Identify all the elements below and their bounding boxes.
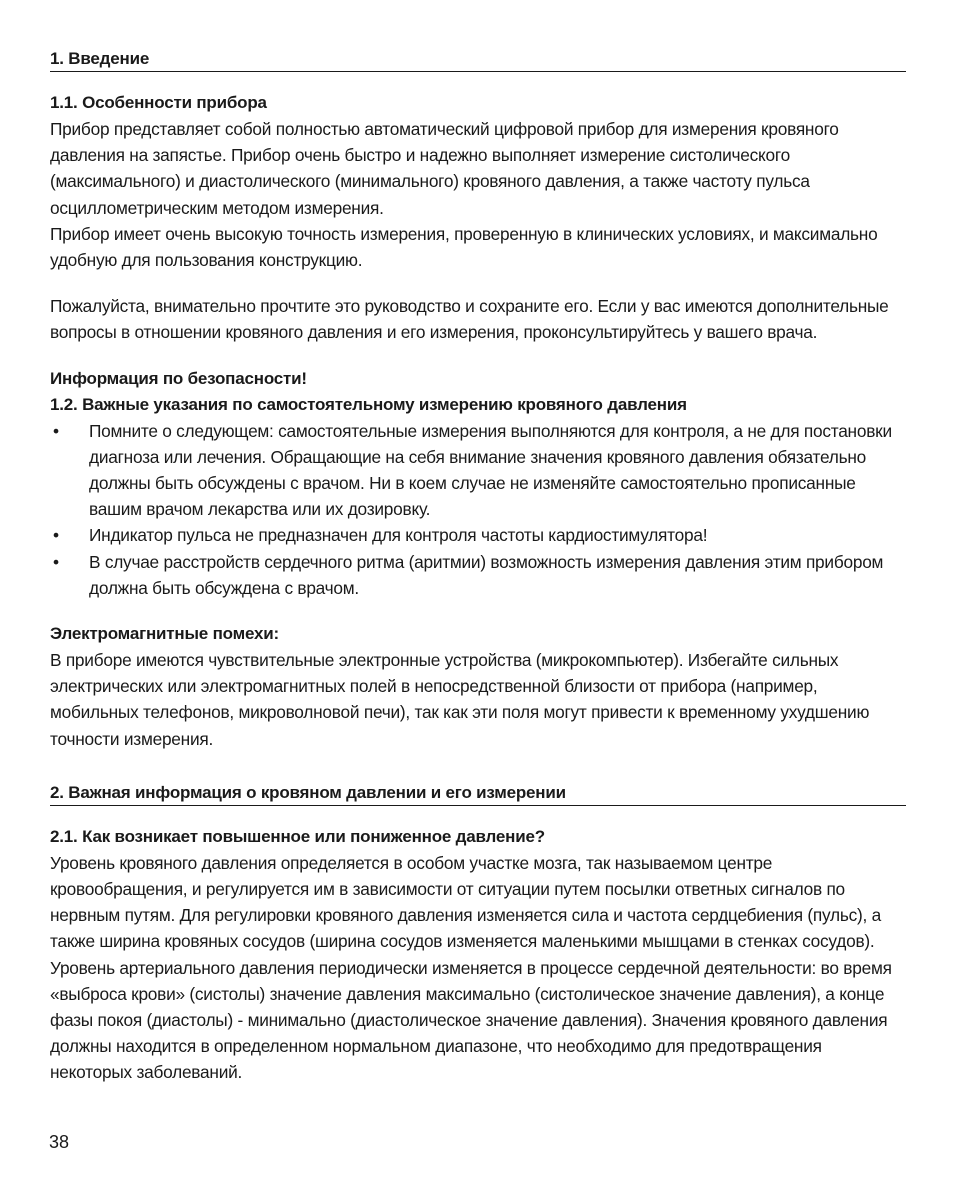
manual-page [50, 48, 906, 1086]
page-number: 38 [49, 1132, 70, 1152]
section-2-heading: 2. Важная информация о кровяном давлении и его измерении [50, 782, 906, 806]
subsection-1-2-heading: 1.2. Важные указания по самостоятельному измерению кровяного давления [50, 394, 687, 414]
list-item [50, 418, 906, 523]
list-item-text: Помните о следующем: самостоятельные измерения выполняются для контроля, а не для постановки диагноза или лечения. Обращающие на себя внимание значения кровяного давления обязательно должны быть обсуждены с врачом. Ни в коем случае не изменяйте самостоятельно прописанные вашим врачом лекарства или их дозировку. [89, 420, 892, 520]
bullet-icon: • [53, 525, 59, 546]
section-1-heading: 1. Введение [50, 48, 906, 72]
paragraph-device-features: Прибор представляет собой полностью автоматический цифровой прибор для измерения кровяного давления на запястье. Прибор очень быстро и надежно выполняет измерение систолического (максимального) и диастолического (минимального) кровяного давления, а также частоту пульса осциллометрическим методом измерения. [50, 119, 839, 218]
safety-bullet-list [50, 418, 906, 601]
list-item-text: В случае расстройств сердечного ритма (аритмии) возможность измерения давления этим прибором должна быть обсуждена с врачом. [89, 551, 884, 598]
safety-info-heading: Информация по безопасности! [50, 368, 307, 388]
paragraph-device-accuracy: Прибор имеет очень высокую точность измерения, проверенную в клинических условиях, и максимально удобную для пользования конструкцию. [50, 223, 878, 271]
subsection-1-1-heading: 1.1. Особенности прибора [50, 93, 267, 112]
list-item [50, 549, 906, 601]
list-item [50, 522, 906, 548]
emi-heading: Электромагнитные помехи: [50, 624, 279, 644]
list-item-text: Индикатор пульса не предназначен для контроля частоты кардиостимулятора! [89, 525, 708, 546]
paragraph-emi: В приборе имеются чувствительные электронные устройства (микрокомпьютер). Избегайте сильных электрических или электромагнитных полей в непосредственной близости от прибора (например, мобильных телефонов, микроволновой печи), так как эти поля могут привести к временному ухудшению точности измерения. [50, 650, 870, 749]
bullet-icon: • [53, 551, 59, 572]
paragraph-pressure-cycle: Уровень артериального давления периодически изменяется в процессе сердечной деятельности: во время «выброса крови» (систолы) значение давления максимально (систолическое значение давления), а конце фазы покоя (диастолы) - минимально (диастолическое значение давления). Значения кровяного давления должны находится в определенном нормальном диапазоне, что необходимо для предотвращения некоторых заболеваний. [50, 957, 892, 1083]
paragraph-read-manual: Пожалуйста, внимательно прочтите это руководство и сохраните его. Если у вас имеются дополнительные вопросы в отношении кровяного давления и его измерения, проконсультируйтесь у вашего врача. [50, 296, 889, 343]
bullet-icon: • [53, 420, 59, 441]
subsection-2-1-heading: 2.1. Как возникает повышенное или пониженное давление? [50, 826, 545, 846]
paragraph-pressure-regulation: Уровень кровяного давления определяется в особом участке мозга, так называемом центре кровообращения, и регулируется им в зависимости от ситуации путем посылки ответных сигналов по нервным путям. Для регулировки кровяного давления изменяется сила и частота сердцебиения (пульс), а также ширина кровяных сосудов (ширина сосудов изменяется маленькими мышцами в стенках сосудов). [50, 852, 881, 952]
